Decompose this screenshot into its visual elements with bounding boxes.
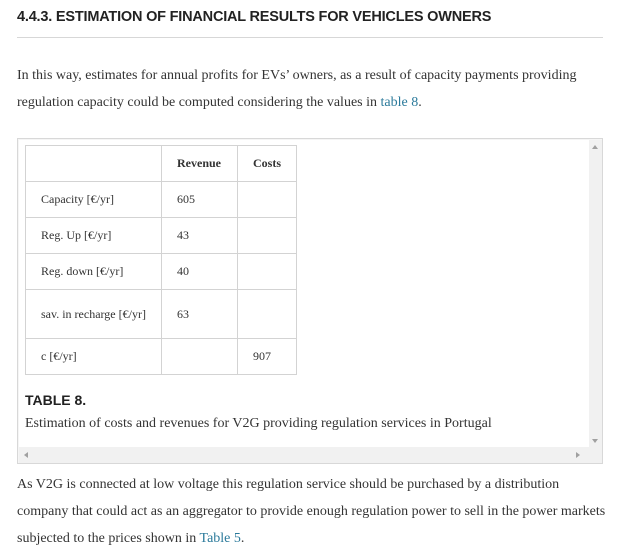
chevron-up-icon[interactable] (592, 145, 598, 149)
chevron-left-icon[interactable] (24, 452, 28, 458)
table-header-row (26, 146, 297, 182)
outro-text: As V2G is connected at low voltage this regulation service should be purchased by a distribution company that could act as an aggregator to provide enough regulation power to sell in the power markets subjected to the prices shown in (17, 477, 606, 546)
row-label: Reg. down [€/yr] (26, 254, 162, 290)
costs-cell: 907 (238, 339, 297, 375)
section-heading: 4.4.3. ESTIMATION OF FINANCIAL RESULTS FOR VEHICLES OWNERS (17, 9, 492, 25)
revenue-cell (162, 339, 238, 375)
revenue-cell: 605 (162, 182, 238, 218)
heading-divider (17, 37, 603, 38)
table-row (26, 290, 297, 339)
table-caption-title: TABLE 8. (25, 392, 87, 408)
costs-cell (238, 218, 297, 254)
table-row (26, 339, 297, 375)
costs-cell (238, 254, 297, 290)
table-row (26, 254, 297, 290)
revenue-cell: 63 (162, 290, 238, 339)
table-viewport (19, 140, 589, 447)
row-label: c [€/yr] (26, 339, 162, 375)
data-table (25, 145, 297, 375)
costs-cell (238, 290, 297, 339)
intro-text-end: . (418, 95, 422, 110)
table-row (26, 182, 297, 218)
table-header-revenue: Revenue (162, 146, 238, 182)
revenue-cell: 40 (162, 254, 238, 290)
row-label: Capacity [€/yr] (26, 182, 162, 218)
table-header-costs: Costs (238, 146, 297, 182)
table-8-link[interactable]: table 8 (380, 95, 419, 110)
row-label: sav. in recharge [€/yr] (26, 290, 162, 339)
table-5-link[interactable]: Table 5 (199, 531, 241, 546)
chevron-down-icon[interactable] (592, 439, 598, 443)
outro-text-end: . (240, 531, 245, 546)
horizontal-scrollbar[interactable] (19, 447, 602, 463)
chevron-right-icon[interactable] (576, 452, 580, 458)
intro-paragraph (17, 62, 607, 116)
row-label: Reg. Up [€/yr] (26, 218, 162, 254)
vertical-scrollbar[interactable] (589, 140, 602, 447)
outro-paragraph (17, 471, 607, 552)
table-row (26, 218, 297, 254)
revenue-cell: 43 (162, 218, 238, 254)
intro-text: In this way, estimates for annual profits for EVs’ owners, as a result of capacity payments providing regulation capacity could be computed considering the values in (17, 68, 577, 110)
table-header-empty (26, 146, 162, 182)
costs-cell (238, 182, 297, 218)
table-caption-text: Estimation of costs and revenues for V2G providing regulation services in Portugal (25, 416, 492, 431)
table-container (17, 138, 603, 464)
